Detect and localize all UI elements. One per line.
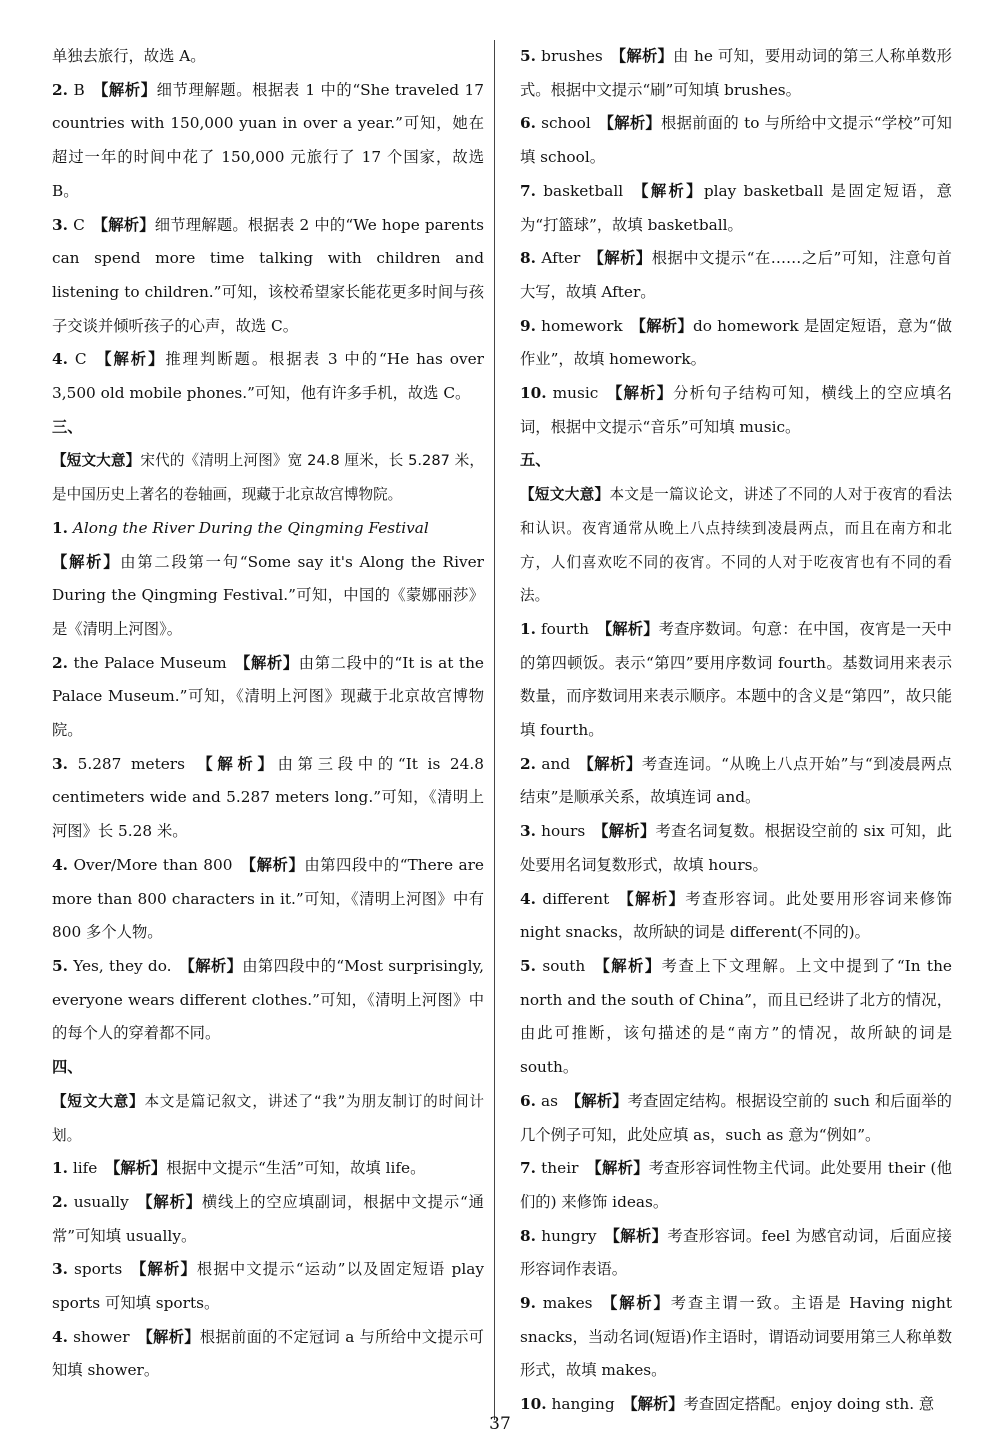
analysis-text: 推理判断题。根据表 3 中的“He has over 3,500 old mobile phones.”可知，他有许多手机，故选 C。 [52,350,484,403]
item-number: 1. [52,518,68,537]
analysis-tag: 【解析】 [610,47,674,65]
answer-item [520,175,952,242]
item-answer: usually [73,1192,129,1211]
analysis-tag: 【解析】 [92,215,155,234]
paragraph [52,40,484,74]
item-number: 3. [52,1260,68,1279]
analysis-text: 细节理解题。根据表 1 中的“She traveled 17 countries with 150,000 yuan in over a year.”可知，她在超过一年的时间中花了 150,000 元旅行了 17 个国家，故选 B。 [52,80,484,200]
item-number: 5. [52,956,68,975]
paragraph [52,546,484,647]
item-number: 7. [520,1159,536,1178]
item-number: 1. [52,1159,68,1178]
analysis-text: 考查形容词。feel 为感官动词，后面应接形容词作表语。 [520,1226,952,1279]
answer-item [520,1085,952,1152]
analysis-text: 根据中文提示“运动”以及固定短语 play sports 可知填 sports。 [52,1260,484,1313]
item-answer: hungry [541,1226,597,1245]
analysis-tag: 【解析】 [587,249,652,268]
item-answer: hanging [551,1395,615,1414]
analysis-tag: 【解析】 [606,384,674,403]
analysis-text: 考查形容词。此处要用形容词来修饰 night snacks，故所缺的词是 different(不同的)。 [520,889,952,942]
analysis-text: 由第二段中的“It is at the Palace Museum.”可知，《清明上河图》现藏于北京故宫博物院。 [52,653,484,740]
item-number: 8. [520,1226,536,1245]
item-number: 5. [520,47,536,65]
analysis-text: 根据中文提示“在……之后”可知，注意句首大写，故填 After。 [520,249,952,301]
item-number: 1. [520,619,536,638]
answer-item [52,1152,484,1186]
item-answer: Along the River During the Qingming Festival [72,518,429,537]
answer-item [52,1186,484,1253]
summary-text: 宋代的《清明上河图》宽 24.8 厘米，长 5.287 米，是中国历史上著名的卷轴画，现藏于北京故宫博物院。 [52,452,484,504]
analysis-tag: 【解析】 [234,653,299,672]
answer-item [520,1152,952,1219]
item-answer: south [542,956,586,975]
summary-tag: 【短文大意】 [52,452,141,470]
answer-item [520,377,952,444]
answer-item [520,107,952,174]
item-answer: sports [74,1260,123,1279]
item-answer: as [541,1091,558,1110]
item-answer: shower [73,1327,130,1346]
item-number: 2. [52,80,68,99]
analysis-tag: 【解析】 [592,822,656,841]
analysis-tag: 【解析】 [592,956,662,975]
analysis-tag: 【解析】 [600,1294,671,1313]
answer-item [52,950,484,1051]
analysis-tag: 【解析】 [622,1395,684,1414]
summary-tag: 【短文大意】 [52,1092,145,1110]
analysis-text: 考查固定结构。根据设空前的 such 和后面举的几个例子可知，此处应填 as，such as 意为“例如”。 [520,1091,952,1144]
item-number: 7. [520,181,536,200]
paragraph-text: 单独去旅行，故选 A。 [52,47,206,65]
analysis-tag: 【解析】 [105,1159,167,1178]
analysis-tag: 【解析】 [630,181,704,200]
item-number: 10. [520,384,547,403]
answer-item [520,815,952,882]
analysis-tag: 【解析】 [179,956,243,975]
analysis-text: 根据前面的不定冠词 a 与所给中文提示可知填 shower。 [52,1327,484,1380]
item-answer: C [74,350,87,369]
answer-item [520,242,952,309]
answer-item [52,1253,484,1320]
item-answer: brushes [541,47,603,65]
item-number: 2. [52,653,68,672]
item-number: 6. [520,1091,536,1110]
passage-summary [52,1085,484,1152]
item-answer: and [541,754,571,773]
analysis-text: do homework 是固定短语，意为“做作业”，故填 homework。 [520,316,952,369]
item-number: 4. [520,889,536,908]
analysis-tag: 【解析】 [137,1327,200,1346]
item-answer: Over/More than 800 [73,855,233,874]
section-heading: 五、 [520,451,551,470]
item-number: 3. [520,822,536,841]
analysis-tag: 【解析】 [136,1192,202,1211]
item-answer: school [541,114,591,133]
analysis-text: 分析句子结构可知，横线上的空应填名词，根据中文提示“音乐”可知填 music。 [520,384,952,436]
answer-item [520,883,952,950]
item-answer: fourth [541,619,590,638]
page-number: 37 [489,1414,511,1434]
answer-item [520,310,952,377]
analysis-tag: 【解析】 [577,754,642,773]
item-answer: B [73,80,85,99]
item-answer: basketball [543,181,624,200]
analysis-tag: 【解析】 [94,350,166,369]
analysis-tag: 【解析】 [192,754,278,773]
analysis-tag: 【解析】 [129,1260,197,1279]
passage-summary [520,478,952,613]
item-answer: their [541,1159,579,1178]
item-number: 4. [52,1327,68,1346]
column-divider [494,40,495,1420]
item-answer: different [542,889,610,908]
answer-item [52,1321,484,1388]
item-number: 10. [520,1395,547,1414]
analysis-tag: 【解析】 [616,889,686,908]
left-column [52,40,484,1388]
item-answer: C [73,215,85,234]
item-answer: homework [541,316,623,335]
analysis-text: 细节理解题。根据表 2 中的“We hope parents can spend more time talking with children and listening to children.”可知，该校希望家长能花更多时间与孩子交谈并倾听孩子的心声，故选 C。 [52,215,484,335]
item-answer: After [541,249,581,268]
analysis-text: 根据前面的 to 与所给中文提示“学校”可知填 school。 [520,114,952,167]
answer-item [520,40,952,107]
item-number: 6. [520,114,536,133]
item-answer: 5.287 meters [77,754,185,773]
analysis-text: 根据中文提示“生活”可知，故填 life。 [166,1159,426,1178]
answer-item [52,849,484,950]
answer-item [52,647,484,748]
right-column [520,40,952,1422]
analysis-text: 考查上下文理解。上文中提到了“In the north and the south of China”，而且已经讲了北方的情况，由此可推断，该句描述的是“南方”的情况，故所缺的词是 south。 [520,956,952,1077]
analysis-text: 横线上的空应填副词，根据中文提示“通常”可知填 usually。 [52,1192,484,1245]
item-number: 3. [52,215,68,234]
analysis-text: 考查主谓一致。主语是 Having night snacks，当动名词(短语)作主语时，谓语动词要用第三人称单数形式，故填 makes。 [520,1294,952,1380]
answer-item [520,1287,952,1388]
analysis-text: 考查名词复数。根据设空前的 six 可知，此处要用名词复数形式，故填 hours。 [520,822,952,874]
item-answer: hours [541,822,586,841]
analysis-text: 由第三段中的“It is 24.8 centimeters wide and 5.287 meters long.”可知，《清明上河图》长 5.28 米。 [52,754,484,841]
summary-text: 本文是篇记叙文，讲述了“我”为朋友制订的时间计划。 [52,1092,484,1144]
item-number: 9. [520,1294,536,1313]
item-number: 2. [52,1192,68,1211]
analysis-text: 考查序数词。句意：在中国，夜宵是一天中的第四顿饭。表示“第四”要用序数词 fourth。基数词用来表示数量，而序数词用来表示顺序。本题中的含义是“第四”，故只能填 fourth。 [520,619,952,740]
item-number: 2. [520,754,536,773]
answer-item [52,748,484,849]
analysis-tag: 【解析】 [240,855,305,874]
answer-item [520,950,952,1085]
item-answer: Yes, they do. [73,956,172,975]
item-number: 5. [520,956,536,975]
answer-item [52,343,484,410]
item-answer: life [72,1159,98,1178]
item-number: 8. [520,249,536,268]
analysis-text: 由 he 可知，要用动词的第三人称单数形式。根据中文提示“刷”可知填 brushes。 [520,47,952,99]
answer-item [52,209,484,344]
analysis-tag: 【解析】 [630,316,693,335]
answer-item [520,748,952,815]
analysis-tag: 【解析】 [52,552,121,571]
analysis-tag: 【解析】 [586,1159,649,1178]
item-number: 4. [52,855,68,874]
answer-item [520,613,952,748]
item-answer: makes [542,1294,593,1313]
analysis-text: 考查固定搭配。enjoy doing sth. 意 [683,1395,935,1414]
analysis-text: 考查形容词性物主代词。此处要用 their (他们的) 来修饰 ideas。 [520,1159,952,1211]
summary-tag: 【短文大意】 [520,486,610,504]
section-heading: 四、 [52,1058,83,1077]
item-number: 3. [52,754,68,773]
analysis-text: 由第四段中的“Most surprisingly, everyone wears different clothes.”可知，《清明上河图》中的每个人的穿着都不同。 [52,956,484,1043]
analysis-tag: 【解析】 [604,1226,668,1245]
item-number: 4. [52,350,68,369]
passage-summary [52,444,484,511]
item-answer: the Palace Museum [73,653,227,672]
answer-item [520,1220,952,1287]
analysis-text: 考查连词。“从晚上八点开始”与“到凌晨两点结束”是顺承关系，故填连词 and。 [520,754,952,807]
answer-item [52,74,484,209]
item-answer: music [552,384,599,403]
section-heading: 三、 [52,417,83,436]
answer-item [52,512,484,546]
analysis-tag: 【解析】 [596,619,659,638]
item-number: 9. [520,316,536,335]
paragraph-text: 由第二段第一句“Some say it's Along the River During the Qingming Festival.”可知，中国的《蒙娜丽莎》是《清明上河图》。 [52,552,484,638]
analysis-tag: 【解析】 [92,80,157,99]
analysis-tag: 【解析】 [598,114,662,133]
summary-text: 本文是一篇议论文，讲述了不同的人对于夜宵的看法和认识。夜宵通常从晚上八点持续到凌晨两点，而且在南方和北方，人们喜欢吃不同的夜宵。不同的人对于吃夜宵也有不同的看法。 [520,486,952,605]
analysis-text: 由第四段中的“There are more than 800 characters in it.”可知，《清明上河图》中有 800 多个人物。 [52,855,484,942]
analysis-text: play basketball 是固定短语，意为“打篮球”，故填 basketball。 [520,181,952,234]
analysis-tag: 【解析】 [565,1091,628,1110]
